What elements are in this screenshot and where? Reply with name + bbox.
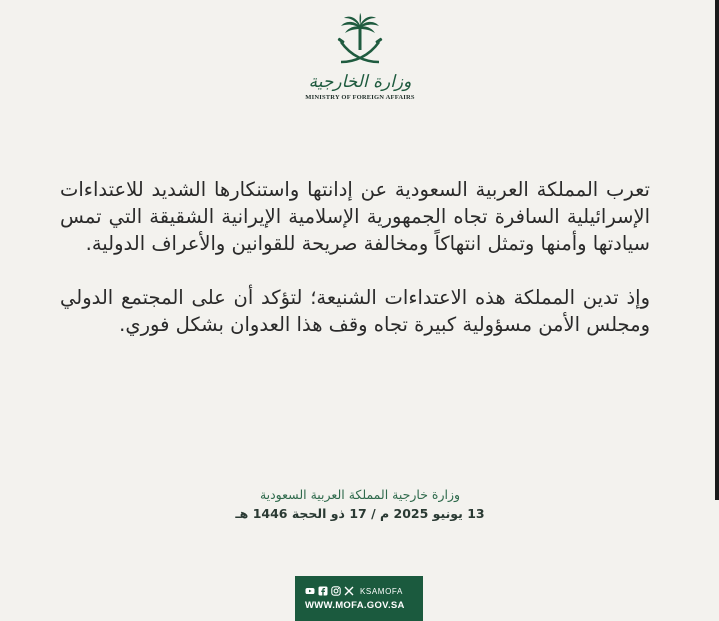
statement-paragraph-2: وإذ تدين المملكة هذه الاعتداءات الشنيعة؛ لتؤكد أن على المجتمع الدولي ومجلس الأمن مسؤولية كبيرة تجاه وقف هذا العدوان بشكل فوري. xyxy=(60,286,650,336)
x-icon[interactable] xyxy=(344,586,354,596)
youtube-icon[interactable] xyxy=(305,586,315,596)
statement-paragraph-1: تعرب المملكة العربية السعودية عن إدانتها واستنكارها الشديد للاعتداءات الإسرائيلية السافرة تجاه الجمهورية الإسلامية الإيرانية الشقيقة التي تمس سيادتها وأمنها وتمثل انتهاكاً ومخالفة صريحة للقوانين والأعراف الدولية. xyxy=(60,178,650,255)
right-edge-border xyxy=(715,0,719,500)
social-links-row xyxy=(305,585,417,597)
logo-arabic-text: وزارة الخارجية xyxy=(308,72,412,92)
issuer-name: وزارة خارجية المملكة العربية السعودية xyxy=(259,487,461,502)
facebook-icon[interactable] xyxy=(318,586,328,596)
logo-english-text: MINISTRY OF FOREIGN AFFAIRS xyxy=(305,94,415,101)
ministry-logo xyxy=(290,12,430,122)
social-handle[interactable]: KSAMOFA xyxy=(360,586,403,596)
signature-block xyxy=(230,486,490,524)
instagram-icon[interactable] xyxy=(331,586,341,596)
palm-and-swords-emblem-icon xyxy=(331,12,389,70)
website-link[interactable]: WWW.MOFA.GOV.SA xyxy=(305,600,405,611)
issue-date: 13 يونيو 2025 م / 17 ذو الحجة 1446 هـ xyxy=(235,506,485,521)
footer-badge xyxy=(295,576,423,621)
statement-body xyxy=(60,176,650,338)
